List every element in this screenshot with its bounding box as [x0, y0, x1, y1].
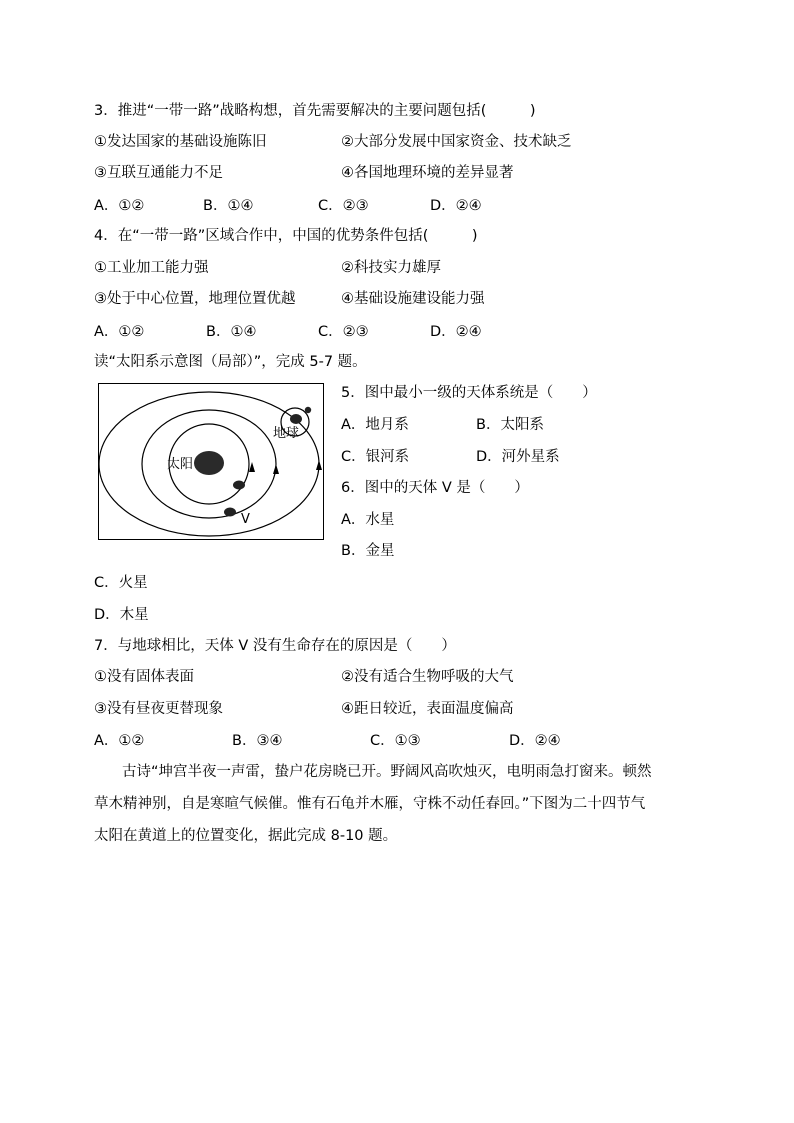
q7-option-1: ①没有固体表面 [94, 669, 194, 685]
q7-option-3: ③没有昼夜更替现象 [94, 701, 223, 717]
q4-option-3: ③处于中心位置，地理位置优越 [94, 291, 296, 307]
orbit-direction-arrow-inner [249, 462, 255, 472]
inner-planet [233, 481, 245, 490]
orbit-direction-arrow-middle [273, 464, 279, 474]
q7-option-2: ②没有适合生物呼吸的大气 [341, 669, 514, 685]
poem-line-1: 古诗“坤宫半夜一声雷，蛰户花房晓已开。野阔风高吹烛灭，电明雨急打窗来。顿然 [122, 764, 652, 780]
q3-option-4: ④各国地理环境的差异显著 [341, 165, 514, 181]
q3-choice-c: C．②③ [318, 198, 369, 214]
q3-option-3: ③互联互通能力不足 [94, 165, 223, 181]
q4-choice-c: C．②③ [318, 324, 369, 340]
q4-option-2: ②科技实力雄厚 [341, 260, 441, 276]
q6-choice-b: B．金星 [341, 543, 395, 559]
q6-stem: 6．图中的天体 V 是（ ） [341, 480, 529, 496]
q6-choice-d: D．木星 [94, 607, 149, 623]
q3-choice-b: B．①④ [203, 198, 254, 214]
intro-5-7: 读“太阳系示意图（局部）”，完成 5-7 题。 [94, 354, 367, 370]
q6-choice-c: C．火星 [94, 575, 148, 591]
q4-choice-d: D．②④ [430, 324, 482, 340]
q5-choice-c: C．银河系 [341, 449, 410, 465]
sun-label: 太阳 [167, 457, 194, 472]
q7-choice-a: A．①② [94, 733, 145, 749]
sun [194, 451, 224, 475]
solar-system-diagram [99, 384, 323, 539]
q5-stem: 5．图中最小一级的天体系统是（ ） [341, 385, 597, 401]
q4-stem: 4．在“一带一路”区域合作中，中国的优势条件包括( ) [94, 228, 478, 244]
orbit-direction-arrow-outer [316, 460, 322, 470]
q4-option-1: ①工业加工能力强 [94, 260, 209, 276]
q3-option-2: ②大部分发展中国家资金、技术缺乏 [341, 134, 572, 150]
q3-option-1: ①发达国家的基础设施陈旧 [94, 134, 267, 150]
q7-stem: 7．与地球相比，天体 V 没有生命存在的原因是（ ） [94, 638, 456, 654]
q7-option-4: ④距日较近，表面温度偏高 [341, 701, 514, 717]
q4-choice-b: B．①④ [206, 324, 257, 340]
q7-choice-d: D．②④ [509, 733, 561, 749]
poem-line-3: 太阳在黄道上的位置变化，据此完成 8-10 题。 [94, 828, 398, 844]
q5-choice-d: D．河外星系 [476, 449, 560, 465]
q5-choice-a: A．地月系 [341, 417, 409, 433]
moon [305, 407, 311, 413]
q6-choice-a: A．水星 [341, 512, 395, 528]
q4-option-4: ④基础设施建设能力强 [341, 291, 485, 307]
q3-choice-a: A．①② [94, 198, 145, 214]
earth-label: 地球 [273, 426, 300, 441]
poem-line-2: 草木精神别，自是寒暄气候催。惟有石龟并木雁，守株不动任春回。”下图为二十四节气 [94, 796, 646, 812]
solar-system-figure [98, 383, 324, 540]
q3-choice-d: D．②④ [430, 198, 482, 214]
q5-choice-b: B．太阳系 [476, 417, 544, 433]
q3-stem: 3．推进“一带一路”战略构想，首先需要解决的主要问题包括( ) [94, 103, 536, 119]
q4-choice-a: A．①② [94, 324, 145, 340]
earth [290, 414, 302, 424]
q7-choice-b: B．③④ [232, 733, 283, 749]
v-label: V [241, 512, 250, 527]
q7-choice-c: C．①③ [370, 733, 421, 749]
planet-v [224, 508, 236, 517]
